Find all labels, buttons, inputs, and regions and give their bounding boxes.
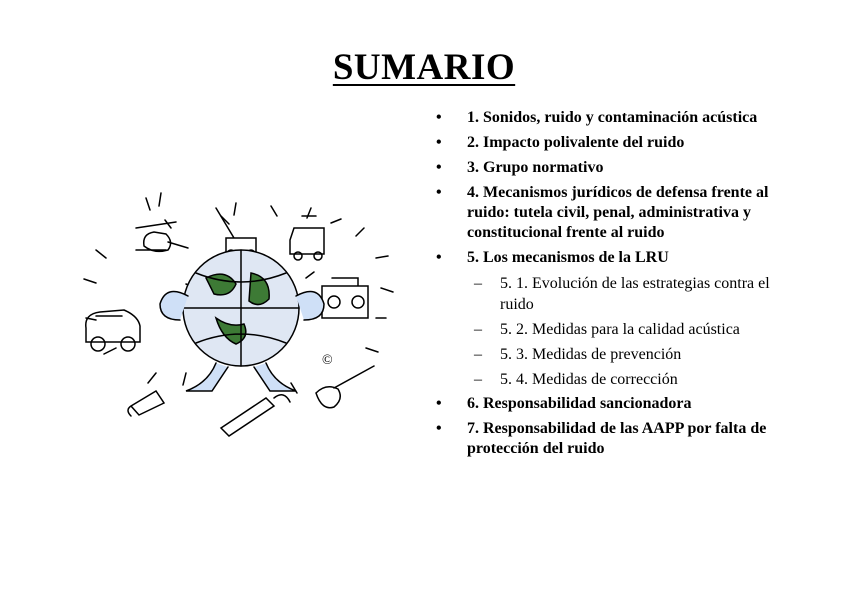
helicopter (136, 222, 188, 251)
list-item: • 3. Grupo normativo (436, 159, 604, 176)
copyright-mark: © (322, 353, 333, 368)
noise-earth-illustration (76, 188, 406, 448)
list-item: • 1. Sonidos, ruido y contaminación acústica (436, 109, 758, 126)
guitar (316, 366, 374, 408)
dash-icon: – (474, 321, 482, 338)
bullet-icon: • (436, 134, 442, 151)
bullet-icon: • (436, 159, 442, 176)
sub-list-item: – 5. 4. Medidas de corrección (474, 371, 678, 388)
truck (290, 216, 324, 254)
page-title: SUMARIO (332, 47, 516, 88)
bullet-icon: • (436, 184, 442, 201)
bullet-icon: • (436, 420, 442, 437)
dash-icon: – (474, 371, 482, 388)
summary-list (430, 108, 790, 464)
sub-list-item: – 5. 1. Evolución de las estrategias contra el ruido (474, 275, 770, 313)
sub-list-item: – 5. 3. Medidas de prevención (474, 346, 682, 363)
list-item: • 5. Los mecanismos de la LRU (436, 249, 669, 266)
bullet-icon: • (436, 109, 442, 126)
dash-icon: – (474, 346, 482, 363)
car (86, 310, 140, 342)
bullet-icon: • (436, 249, 442, 266)
chainsaw (221, 395, 290, 436)
list-item: • 4. Mecanismos jurídicos de defensa frente al ruido: tutela civil, penal, administrativa y constitucional frente al ruido (436, 184, 769, 241)
sub-list-item: – 5. 2. Medidas para la calidad acústica (474, 321, 740, 338)
lawnmower (216, 208, 256, 252)
bullet-icon: • (436, 395, 442, 412)
dash-icon: – (474, 275, 482, 292)
megaphone (128, 391, 164, 416)
list-item: • 2. Impacto polivalente del ruido (436, 134, 685, 151)
list-item: • 7. Responsabilidad de las AAPP por falta de protección del ruido (436, 420, 767, 457)
list-item: • 6. Responsabilidad sancionadora (436, 395, 692, 412)
